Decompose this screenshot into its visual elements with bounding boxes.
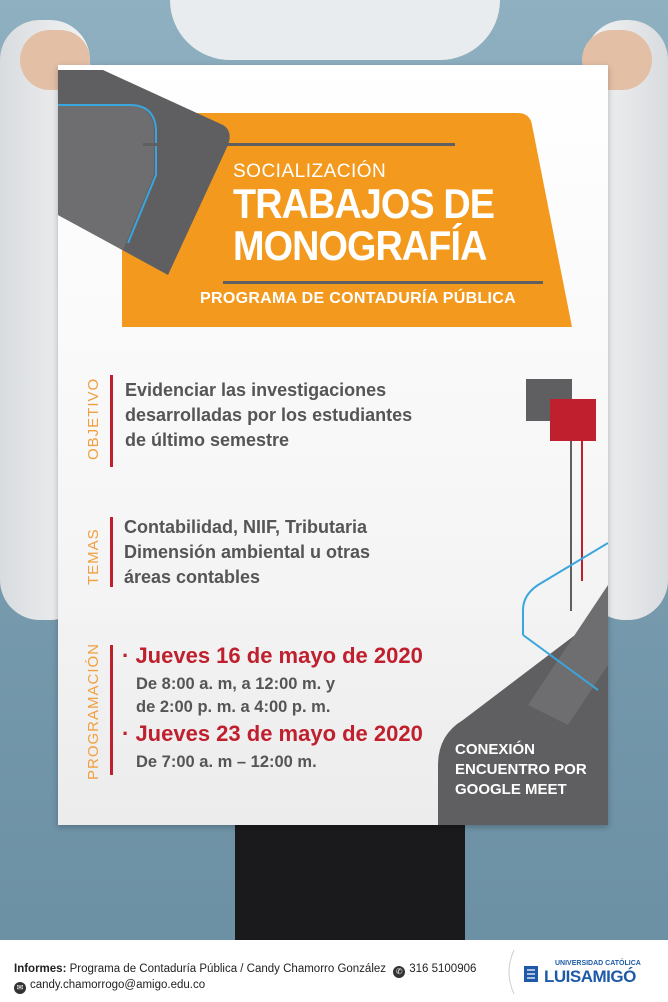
informes-label: Informes: [14, 963, 67, 975]
informes-line [14, 963, 476, 978]
email-icon: ✉ [14, 982, 26, 994]
kicker-text: SOCIALIZACIÓN [233, 161, 387, 182]
temas-text: Contabilidad, NIIF, Tributaria Dimensión ambiental u otras áreas contables [124, 517, 371, 587]
poster [58, 65, 608, 825]
logo-top-text: UNIVERSIDAD CATÓLICA [555, 960, 641, 967]
email-line [14, 979, 205, 994]
university-logo [500, 948, 660, 996]
program-name: PROGRAMA DE CONTADURÍA PÚBLICA [200, 290, 516, 307]
title-line-1: TRABAJOS DE [233, 180, 495, 227]
informes-text: Programa de Contaduría Pública / Candy Chamorro González [69, 963, 387, 975]
programacion-bar [110, 645, 113, 775]
email-address[interactable]: candy.chamorrogo@amigo.edu.co [30, 979, 206, 991]
footer [0, 940, 668, 1002]
temas-bar [110, 517, 113, 587]
date-1-time-1: De 8:00 a. m, a 12:00 m. y [136, 675, 336, 693]
date-1: · Jueves 16 de mayo de 2020 [122, 643, 423, 668]
objetivo-text: Evidenciar las investigaciones desarrolladas por los estudiantes de último semestre [125, 380, 413, 450]
objetivo-bar [110, 375, 113, 467]
shirt-collar [170, 0, 500, 60]
phone-icon: ✆ [393, 966, 405, 978]
objetivo-label: OBJETIVO [85, 377, 102, 460]
title-line-2: MONOGRAFÍA [233, 222, 487, 269]
phone-number[interactable]: 316 5100906 [409, 963, 477, 975]
date-1-time-2: de 2:00 p. m. a 4:00 p. m. [136, 698, 331, 716]
logo-name-text: LUISAMIGÓ [544, 967, 636, 986]
temas-label: TEMAS [85, 528, 102, 585]
date-2: · Jueves 23 de mayo de 2020 [122, 721, 423, 746]
connection-text: CONEXIÓN ENCUENTRO POR GOOGLE MEET [455, 741, 587, 798]
programacion-label: PROGRAMACIÓN [85, 642, 102, 780]
date-2-time-1: De 7:00 a. m – 12:00 m. [136, 753, 317, 771]
